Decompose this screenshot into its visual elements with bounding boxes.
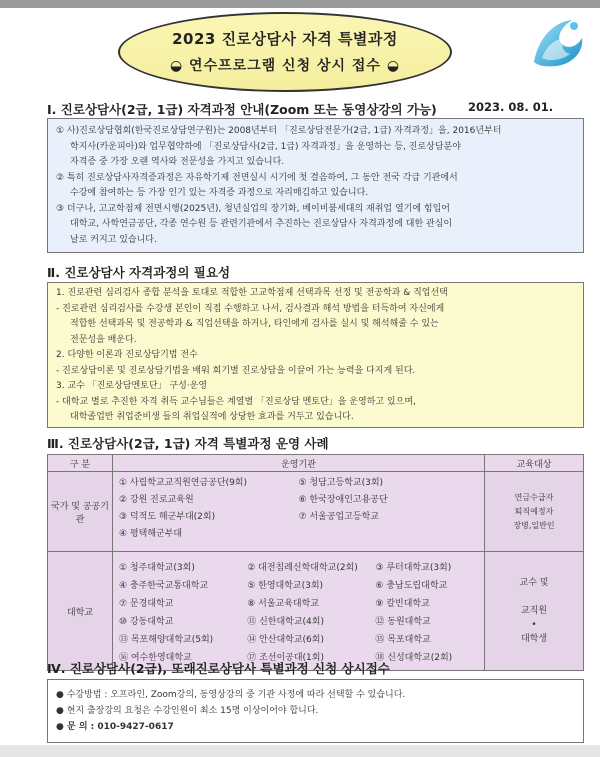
section3-heading: Ⅲ. 진로상담사(2급, 1급) 자격 특별과정 운영 사례	[47, 436, 329, 451]
contact-line: ● 문 의 : 010-9427-0617	[56, 722, 174, 732]
row-category: 대학교	[48, 552, 113, 671]
org-item: ⑥ 한국장애인고용공단	[298, 495, 388, 505]
s1-line: 대학교, 사학연금공단, 각종 연수원 등 관련기관에서 추진하는 진로상담사 자격과정에 대한 관심이	[70, 219, 453, 229]
org-item: ⑮ 목포대학교	[375, 635, 431, 645]
s1-line: 자격증 중 가장 오랜 역사와 전문성을 가지고 있습니다.	[70, 157, 285, 167]
org-item: ⑩ 강동대학교	[119, 617, 174, 627]
org-item: ⑤ 한영대학교(3회)	[247, 581, 324, 591]
s2-line: 1. 진로관련 심리검사 종합 분석을 토대로 적합한 고교학점제 선택과목 선정 및 전공학과 & 직업선택	[56, 288, 448, 298]
s1-line: 날로 커지고 있습니다.	[70, 234, 157, 245]
org-item: ① 사립학교교직원연금공단(9회)	[119, 478, 248, 488]
org-item: ③ 루터대학교(3회)	[375, 563, 452, 573]
section4-heading: Ⅳ. 진로상담사(2급), 또래진로상담사 특별과정 신청 상시접수	[47, 661, 390, 676]
s2-line: 전문성을 배운다.	[70, 334, 137, 345]
org-item: ⑨ 칼빈대학교	[375, 599, 430, 609]
org-item: ⑤ 청담고등학교(3회)	[298, 478, 384, 488]
section2-heading: Ⅱ. 진로상담사 자격과정의 필요성	[47, 265, 231, 280]
org-item: ④ 충주한국교통대학교	[119, 581, 209, 591]
s2-line: 대학졸업반 취업준비생 들의 취업실적에 상당한 효과를 거두고 있습니다.	[70, 412, 354, 422]
org-item: ⑭ 안산대학교(6회)	[247, 635, 324, 645]
org-item: ⑰ 조선이공대(1회)	[247, 653, 324, 663]
org-item: ⑧ 서울교육대학교	[247, 599, 319, 609]
org-item: ⑬ 목포해양대학교(5회)	[119, 635, 214, 645]
title-banner	[118, 12, 452, 92]
org-item: ③ 덕적도 해군부대(2회)	[119, 512, 216, 522]
org-item: ⑦ 서울공업고등학교	[298, 512, 379, 522]
org-item: ① 청주대학교(3회)	[119, 563, 195, 573]
s2-line: - 진로관련 심리검사를 수강생 본인이 직접 수행하고 나서, 검사결과 해석 방법을 터득하여 자신에게	[56, 303, 445, 314]
org-item: ⑪ 신한대학교(4회)	[247, 617, 324, 627]
org-item: ⑯ 여수한영대학교	[119, 653, 192, 663]
s1-line: 수강에 참여하는 등 가장 인기 있는 자격증 과정으로 자리매김하고 있습니다.	[70, 188, 369, 198]
page-subtitle: ◒ 연수프로그램 신청 상시 접수 ◒	[169, 58, 401, 74]
s4-line: ● 수강방법 : 오프라인, Zoom강의, 동영상강의 중 기관 사정에 따라 선택할 수 있습니다.	[56, 690, 406, 700]
col-header-category: 구 분	[48, 455, 113, 472]
s1-line: ② 특히 진로상담사자격증과정은 자유학기제 전면실시 시기에 첫 결음하여, 그 동안 전국 각급 기관에서	[56, 172, 458, 183]
table-row	[48, 552, 584, 671]
row-target: 교수 및 교직원 • 대학생	[485, 552, 584, 671]
row-target: 연금수급자 퇴직예정자 장병,일반인	[485, 472, 584, 552]
col-header-orgs: 운영기관	[113, 455, 485, 472]
wave-logo-icon	[530, 12, 588, 70]
s4-line: ● 현지 출장강의 요청은 수강인원이 최소 15명 이상이어야 합니다.	[56, 706, 319, 716]
bottom-bar	[0, 745, 600, 757]
org-item: ④ 평택해군부대	[119, 529, 183, 539]
section1-heading: Ⅰ. 진로상담사(2급, 1급) 자격과정 안내(Zoom 또는 동영상강의 가능)	[47, 102, 437, 117]
section2-box	[47, 282, 584, 428]
row-category: 국가 및 공공기관	[48, 472, 113, 552]
page-title: 2023 진로상담사 자격 특별과정	[172, 30, 398, 48]
s2-line: 3. 교수 「진로상담멘토단」 구성·운영	[56, 381, 208, 391]
org-item: ② 대전침례신학대학교(2회)	[247, 563, 358, 573]
section1-box	[47, 118, 584, 253]
notice-date: 2023. 08. 01.	[468, 100, 554, 114]
top-bar	[0, 0, 600, 8]
org-item: ② 강원 진로교육원	[119, 495, 194, 505]
s1-line: ③ 더구나, 고교학점제 전면시행(2025년), 청년실업의 장기화, 베이비붐세대의 재취업 열기에 힘입어	[56, 203, 451, 214]
table-row	[48, 472, 584, 552]
s1-line: ① 사)진로상담협회(한국진로상담연구원)는 2008년부터 「진로상담전문가(2급, 1급) 자격과정」을, 2016년부터	[56, 126, 502, 136]
s1-line: 학지사(카운피아)와 업무협약하에 「진로상담사(2급, 1급) 자격과정」을 운영하는 등, 진로상담분야	[70, 141, 461, 152]
s2-line: - 진로상담이론 및 진로상담기법을 배워 회기별 진로상담을 이끌어 가는 능력을 다지게 된다.	[56, 365, 416, 376]
s2-line: - 대학교 별로 추진한 자격 취득 교수님들은 계열별 「진로상담 멘토단」을 운영하고 있으며,	[56, 396, 416, 407]
org-item: ⑫ 동원대학교	[375, 617, 431, 627]
org-item: ⑦ 문경대학교	[119, 599, 174, 609]
s2-line: 적합한 선택과목 및 전공학과 & 직업선택을 하거나, 타인에게 검사를 실시 및 해석해줄 수 있는	[70, 319, 439, 329]
operation-cases-table	[47, 454, 584, 671]
s2-line: 2. 다양한 이론과 진로상담기법 전수	[56, 350, 198, 360]
section4-box	[47, 679, 584, 743]
org-item: ⑥ 충남도립대학교	[375, 581, 448, 591]
org-item: ⑱ 신성대학교(2회)	[375, 653, 453, 663]
org-item	[299, 526, 479, 543]
col-header-target: 교육대상	[485, 455, 584, 472]
